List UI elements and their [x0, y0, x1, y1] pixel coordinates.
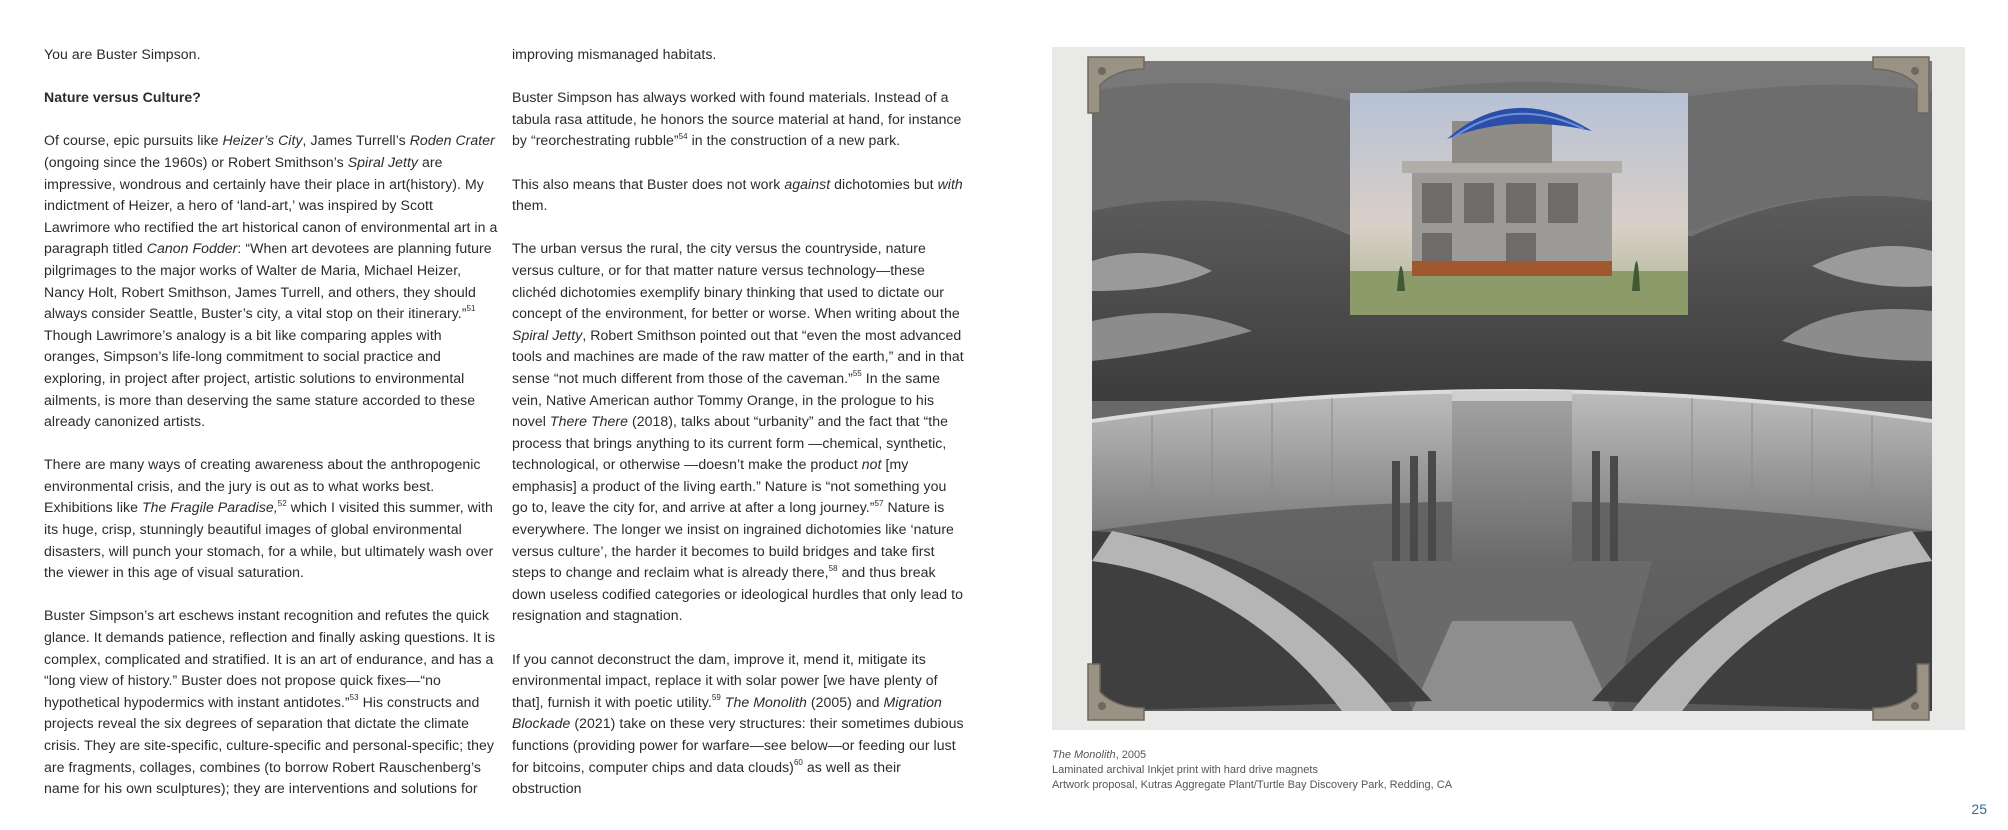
figure-caption	[1052, 748, 1452, 793]
text-run: dichotomies but	[830, 175, 938, 192]
paragraph	[44, 454, 500, 584]
caption-year: , 2005	[1115, 749, 1147, 761]
text-run: If you cannot deconstruct the dam, improve it, mend it, mitigate its environmental impact, replace it with solar power [we have plenty of that], furnish it with poetic utility.	[512, 650, 938, 710]
intro-line: You are Buster Simpson.	[44, 46, 201, 62]
footnote-ref: 60	[793, 757, 803, 767]
italic-text: not	[861, 456, 882, 473]
text-run: improving mismanaged habitats.	[512, 46, 717, 62]
text-run: (ongoing since the 1960s) or Robert Smithson’s	[44, 153, 348, 170]
paragraph	[44, 605, 500, 799]
text-run: In the same vein, Native American author Tommy Orange, in the prologue to his novel	[512, 369, 940, 430]
text-run: (2005) and	[806, 693, 884, 710]
text-run: (2018), talks about “urbanity” and the fact that “the process that brings anything to its current form —chemical, synthetic, technological, or otherwise —doesn’t make the product	[512, 413, 949, 473]
paragraph	[512, 649, 964, 800]
caption-location: Artwork proposal, Kutras Aggregate Plant/Turtle Bay Discovery Park, Redding, CA	[1052, 779, 1453, 791]
text-run: as well as their obstruction	[512, 758, 901, 797]
text-run: Buster Simpson’s art eschews instant recognition and refutes the quick glance. It demands patience, reflection and finally asking questions. It is complex, complicated and stratified. It is an art of endurance, and has a “long view of history.” Buster does not propose quick fixes—“no hypothetical hypodermics with instant antidotes.”	[44, 607, 496, 710]
text-run: and thus break down useless codified categories or ideological hurdles that only lead to resignation and stagnation.	[512, 564, 964, 624]
text-run: (2021) take on these very structures: their sometimes dubious functions (providing power for warfare—see below—or feeding our lust for bitcoins, computer chips and data clouds)	[512, 715, 964, 775]
dam-collage-image	[1092, 61, 1932, 711]
text-run: The urban versus the rural, the city versus the countryside, nature versus culture, or for that matter nature versus technology—these clichéd dichotomies exemplify binary thinking that used to dictate our concept of the environment, for better or worse. When writing about the	[512, 240, 960, 322]
corner-clip-icon	[1871, 662, 1931, 722]
left-text-column	[44, 44, 500, 821]
italic-text: Migration Blockade	[512, 693, 942, 732]
text-run: : “When art devotees are planning future pilgrimages to the major works of Walter de Maria, Michael Heizer, Nancy Holt, Robert Smithson, James Turrell, and others, they should always consider Seattle, Buster’s city, a vital stop on their itinerary.”	[44, 240, 492, 322]
italic-text: Spiral Jetty	[347, 153, 419, 170]
text-run: , James Turrell’s	[302, 132, 410, 149]
text-run: Nature is everywhere. The longer we insist on ingrained dichotomies like ‘nature versus culture’, the harder it becomes to build bridges and take first steps to change and reclaim what is already there,	[512, 499, 954, 581]
text-run: them.	[512, 197, 548, 214]
paragraph	[44, 130, 500, 432]
footnote-ref: 59	[711, 693, 721, 703]
text-run: , Robert Smithson pointed out that “even the most advanced tools and machines are made of the raw matter of the earth,” and in that sense “not much different from those of the caveman.”	[512, 326, 964, 386]
text-run: His constructs and projects reveal the six degrees of separation that dictate the climate crisis. They are site-specific, culture-specific and personal-specific; they are fragments, collages, combines (to borrow Robert Rauschenberg’s name for his own sculptures); they are interventions and solutions for	[44, 693, 495, 797]
italic-text: There There	[549, 413, 629, 430]
text-run: Though Lawrimore’s analogy is a bit like comparing apples with oranges, Simpson’s life-long commitment to social practice and exploring, in project after project, artistic solutions to environmental ailments, is more than deserving the same stature accorded to these already canonized artists.	[44, 326, 476, 430]
text-run: [my emphasis] a product of the living earth.” Nature is “not something you go to, leave the city for, and arrive at after a long journey.”	[512, 456, 947, 516]
corner-clip-icon	[1086, 55, 1146, 115]
text-run: Buster Simpson has always worked with found materials. Instead of a tabula rasa attitude, he honors the source material at hand, for instance by “reorchestrating rubble”	[512, 89, 962, 149]
paragraph	[512, 174, 964, 217]
right-text-column	[512, 44, 964, 821]
paragraph	[512, 238, 964, 627]
paragraph	[512, 44, 964, 66]
text-run: are impressive, wondrous and certainly have their place in art(history). My indictment of Heizer, a hero of ‘land-art,’ was inspired by Scott Lawrimore who rectified the art historical canon of environmental art in a paragraph titled	[44, 153, 498, 257]
caption-medium: Laminated archival Inkjet print with hard drive magnets	[1052, 764, 1318, 776]
footnote-ref: 57	[874, 498, 884, 508]
corner-clip-icon	[1871, 55, 1931, 115]
footnote-ref: 53	[349, 693, 359, 703]
italic-text: ,	[273, 499, 278, 516]
text-run: This also means that Buster does not work	[512, 175, 785, 192]
footnote-ref: 58	[828, 563, 838, 573]
caption-title: The Monolith	[1052, 749, 1116, 761]
paragraph	[512, 87, 964, 152]
italic-text: with	[937, 175, 963, 192]
text-run: There are many ways of creating awareness about the anthropogenic environmental crisis, and the jury is out as to what works best. Exhibitions like	[44, 456, 481, 516]
footnote-ref: 52	[277, 498, 287, 508]
footnote-ref: 51	[466, 304, 476, 314]
text-run: in the construction of a new park.	[687, 132, 901, 149]
italic-text: Heizer’s City	[222, 132, 303, 149]
italic-text: Canon Fodder	[146, 240, 238, 257]
text-run: Of course, epic pursuits like	[44, 132, 223, 149]
footnote-ref: 55	[852, 369, 862, 379]
italic-text: Roden Crater	[409, 132, 495, 149]
artwork-figure	[1052, 47, 1965, 730]
text-run: which I visited this summer, with its huge, crisp, stunningly beautiful images of global environmental disasters, will punch your stomach, for a while, but ultimately wash over the viewer in this age of visual saturation.	[44, 499, 494, 581]
italic-text: The Monolith	[724, 693, 807, 710]
section-heading: Nature versus Culture?	[44, 89, 201, 106]
italic-text: Spiral Jetty	[512, 326, 583, 343]
italic-text: The Fragile Paradise	[142, 499, 274, 516]
page-number: 25	[1971, 801, 1987, 817]
footnote-ref: 54	[678, 131, 688, 141]
italic-text: against	[784, 175, 831, 192]
corner-clip-icon	[1086, 662, 1146, 722]
